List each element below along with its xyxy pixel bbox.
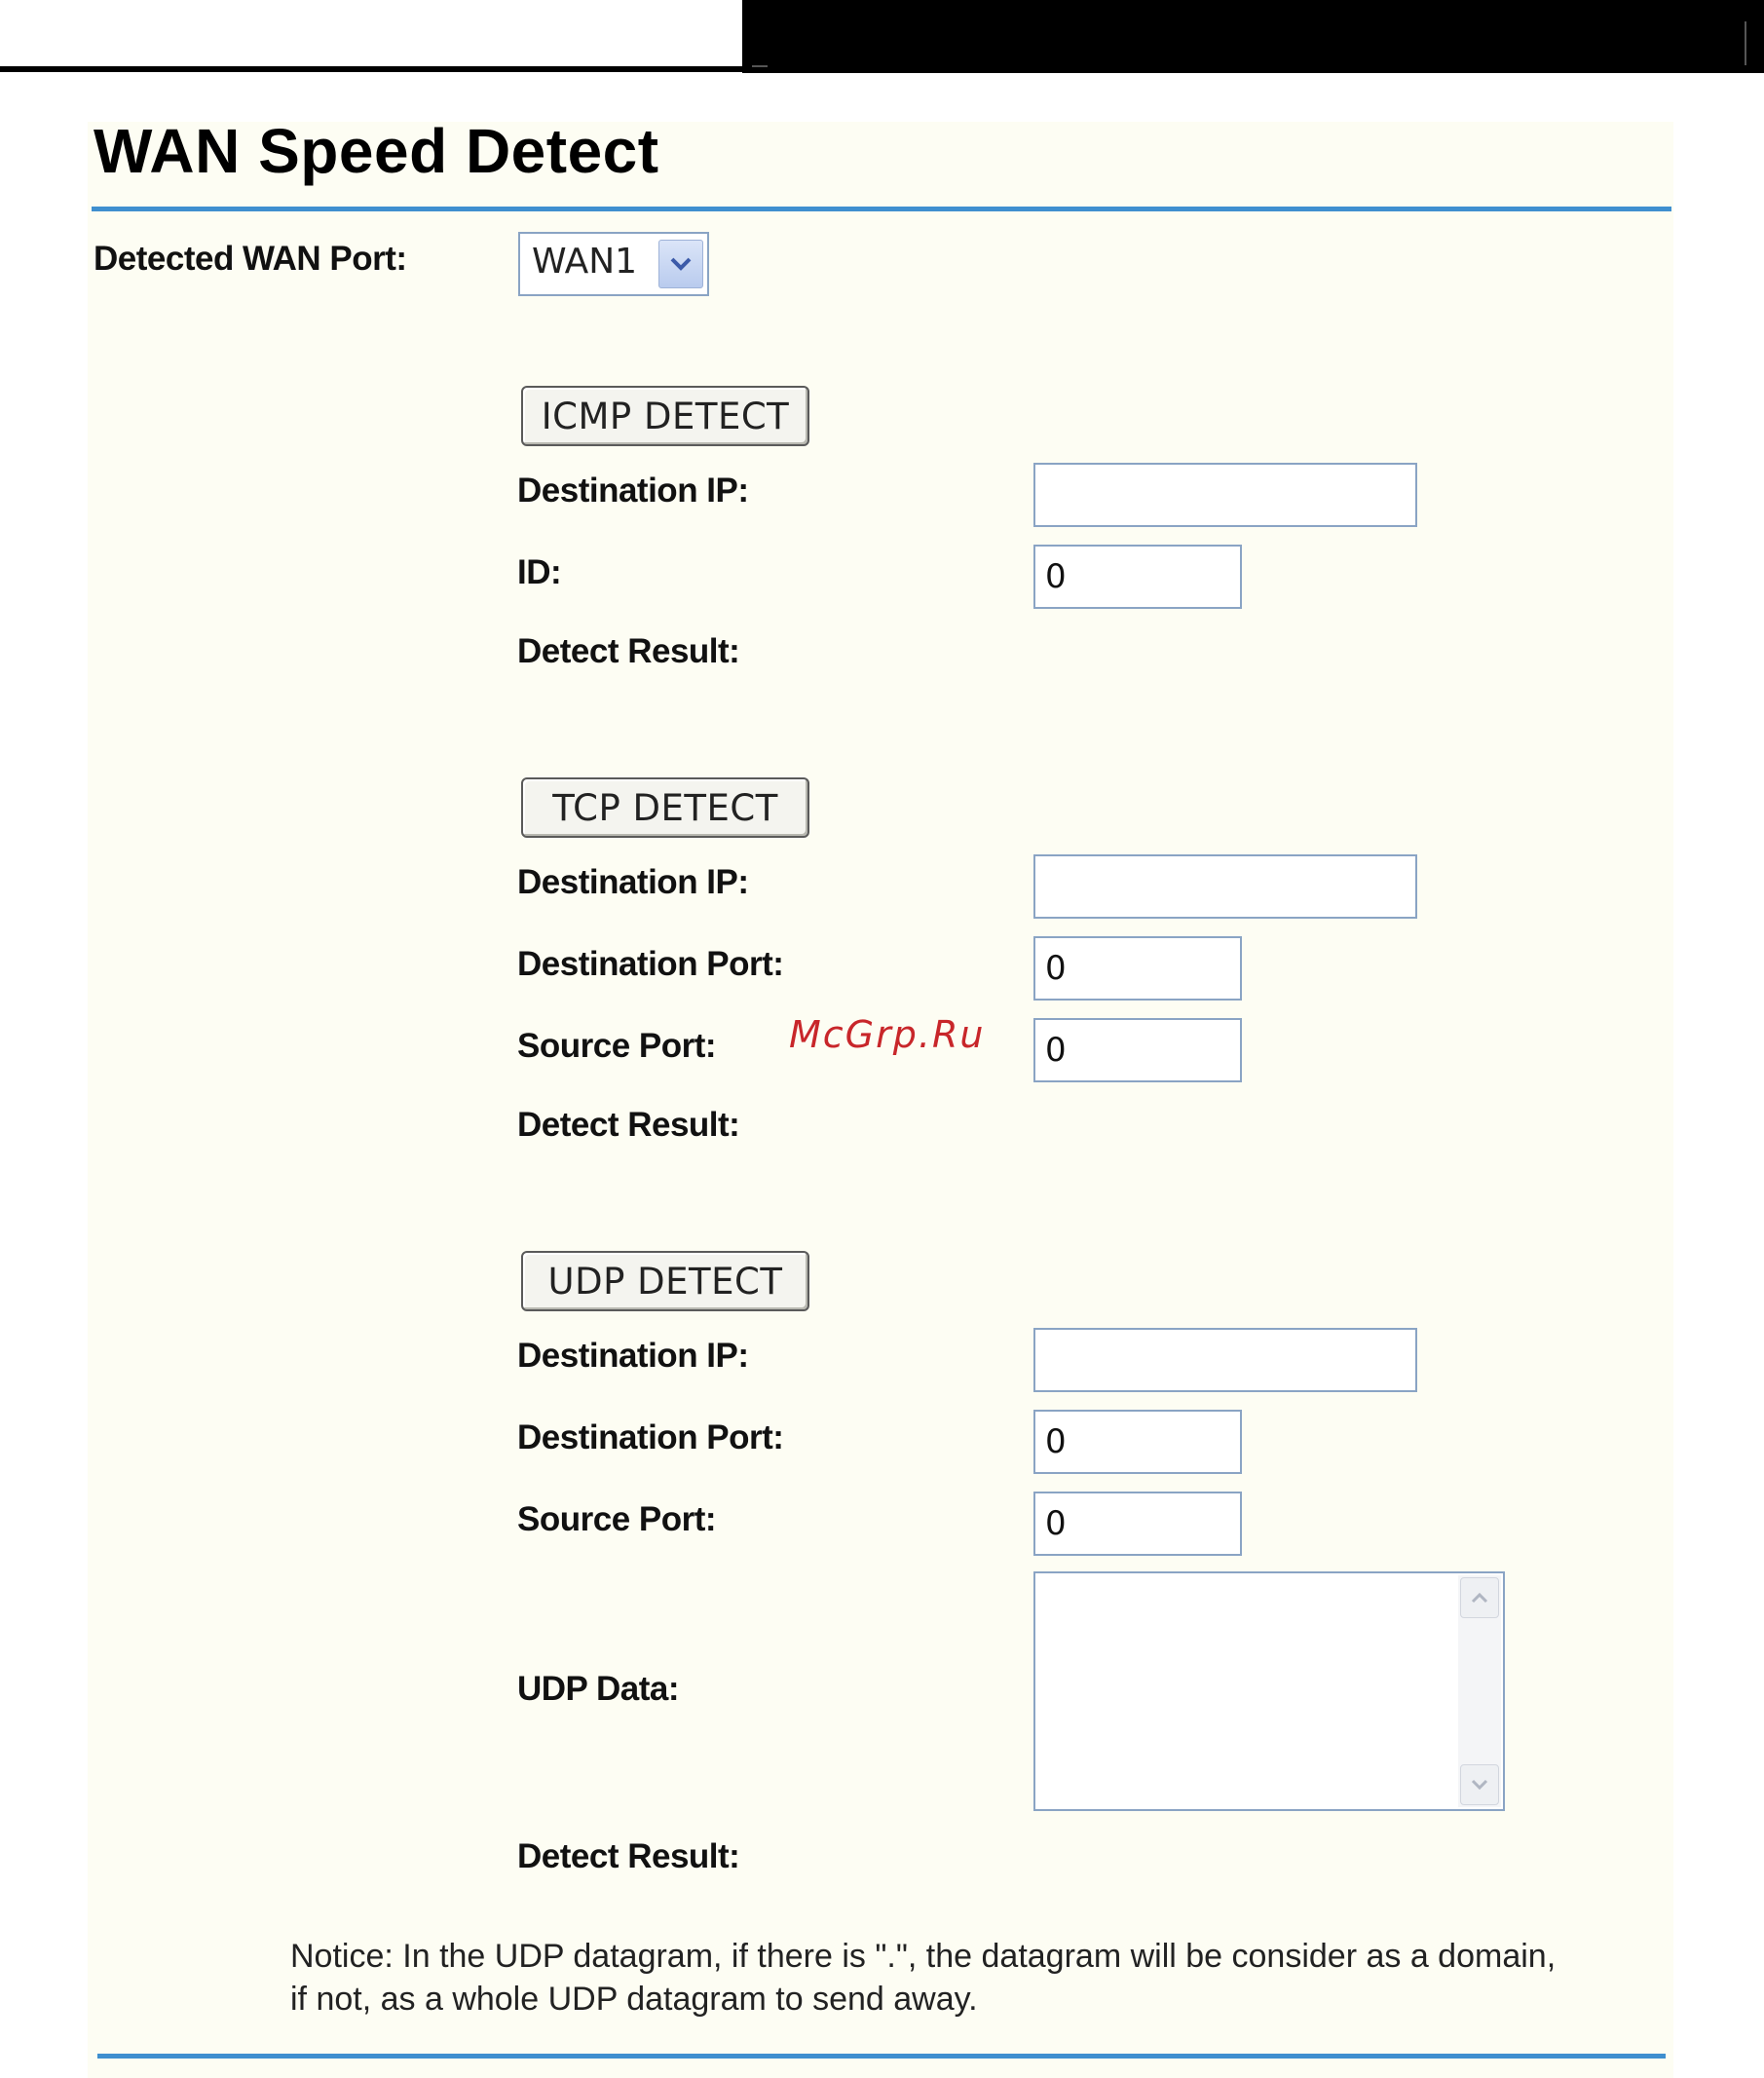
icmp-dest-ip-input[interactable]: [1033, 463, 1417, 527]
tcp-src-port-input[interactable]: [1033, 1018, 1242, 1082]
chevron-down-icon[interactable]: [658, 240, 703, 288]
notice-line-2: if not, as a whole UDP datagram to send away.: [290, 1981, 978, 2018]
watermark: McGrp.Ru: [789, 1013, 986, 1056]
title-divider: [92, 207, 1671, 211]
tcp-dest-port-input[interactable]: [1033, 936, 1242, 1001]
udp-dest-ip-label: Destination IP:: [517, 1337, 749, 1375]
udp-src-port-input[interactable]: [1033, 1492, 1242, 1556]
udp-detect-button[interactable]: UDP DETECT: [521, 1251, 809, 1311]
notice-line-1: Notice: In the UDP datagram, if there is ".", the datagram will be consider as a domain,: [290, 1938, 1557, 1975]
tcp-dest-ip-label: Destination IP:: [517, 863, 749, 901]
udp-data-label: UDP Data:: [517, 1670, 680, 1708]
icmp-dest-ip-label: Destination IP:: [517, 472, 749, 510]
udp-result-label: Detect Result:: [517, 1837, 740, 1875]
wan-port-selected: WAN1: [532, 242, 638, 282]
tcp-dest-port-label: Destination Port:: [517, 945, 784, 983]
bottom-divider: [97, 2054, 1666, 2059]
udp-data-scrollbar[interactable]: [1458, 1575, 1501, 1807]
top-line: [0, 66, 742, 72]
udp-data-textarea[interactable]: [1033, 1571, 1505, 1811]
udp-src-port-label: Source Port:: [517, 1500, 717, 1538]
scroll-up-icon[interactable]: [1460, 1577, 1499, 1618]
top-bar-mark-small: [752, 65, 768, 67]
icmp-id-input[interactable]: [1033, 545, 1242, 609]
udp-dest-port-label: Destination Port:: [517, 1418, 784, 1456]
tcp-result-label: Detect Result:: [517, 1106, 740, 1144]
tcp-src-port-label: Source Port:: [517, 1027, 717, 1065]
top-bar: [742, 0, 1764, 73]
icmp-detect-button[interactable]: ICMP DETECT: [521, 386, 809, 446]
tcp-dest-ip-input[interactable]: [1033, 854, 1417, 919]
udp-notice: [290, 1935, 1683, 2021]
wan-port-label: Detected WAN Port:: [94, 240, 407, 278]
wan-port-select[interactable]: [518, 232, 709, 296]
icmp-id-label: ID:: [517, 553, 562, 591]
udp-dest-port-input[interactable]: [1033, 1410, 1242, 1474]
tcp-detect-button[interactable]: TCP DETECT: [521, 777, 809, 838]
page-title: WAN Speed Detect: [94, 116, 659, 186]
top-bar-mark: [1745, 21, 1746, 65]
icmp-result-label: Detect Result:: [517, 632, 740, 670]
scroll-down-icon[interactable]: [1460, 1764, 1499, 1805]
udp-dest-ip-input[interactable]: [1033, 1328, 1417, 1392]
